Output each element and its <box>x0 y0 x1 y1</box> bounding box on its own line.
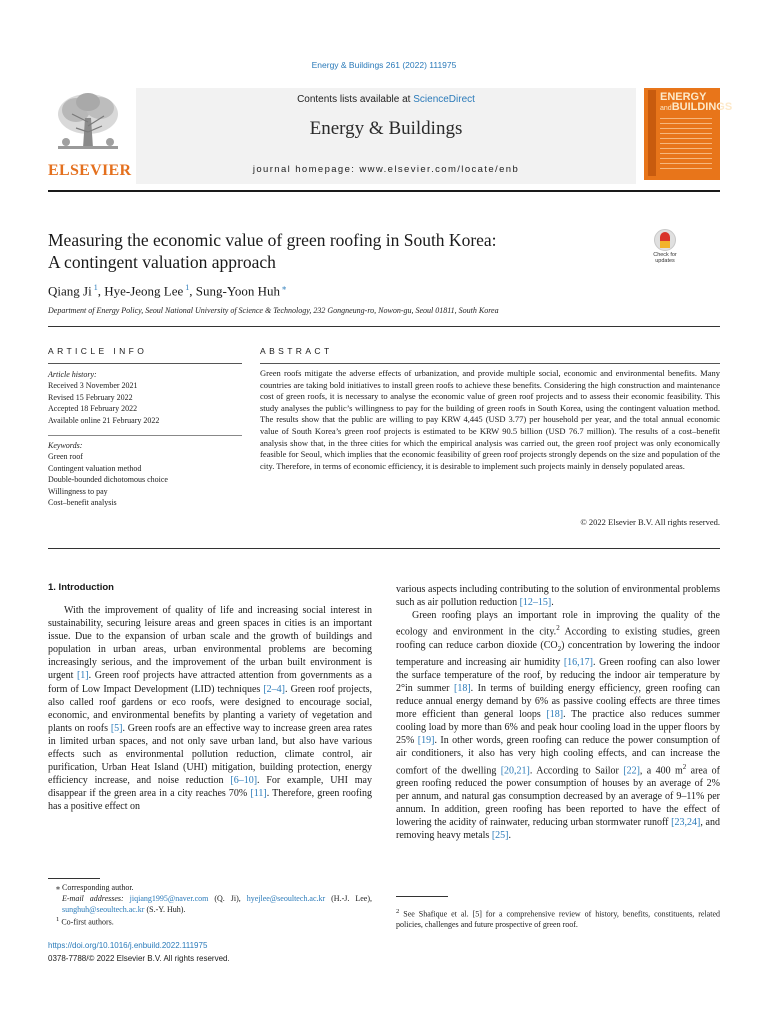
body-text: . According to Sailor <box>529 764 624 776</box>
header-rule <box>48 190 720 192</box>
crossmark-label <box>646 252 684 264</box>
divider <box>48 435 242 436</box>
author-separator: , <box>97 283 105 299</box>
crossmark-label-line2: updates <box>655 258 675 264</box>
body-left-column <box>48 604 372 814</box>
author-mark[interactable]: ⁎ <box>280 283 287 292</box>
body-text: ) concentration by lowering the indoor temperature and increasing air humidity <box>396 639 721 668</box>
email-owner: (H.-J. Lee), <box>325 893 372 903</box>
footnote-rule <box>48 878 100 879</box>
body-text: , and removing heavy metals <box>396 817 720 842</box>
history-item: Available online 21 February 2022 <box>48 415 160 425</box>
author-name[interactable]: Hye-Jeong Lee <box>104 283 184 299</box>
footnote-rule <box>396 896 448 897</box>
email-link[interactable]: hyejlee@seoultech.ac.kr <box>246 893 326 903</box>
journal-header <box>48 88 733 184</box>
body-paragraph <box>396 609 720 842</box>
author-mark[interactable]: 1 <box>91 283 98 292</box>
abstract-heading: ABSTRACT <box>260 346 333 356</box>
body-text: According to existing studies, green roofing can reduce carbon dioxide (CO <box>396 626 720 651</box>
elsevier-logo[interactable] <box>48 88 132 180</box>
body-text: Green roofing plays an important role in improving the quality of the ecology and environment in the city. <box>396 610 720 638</box>
journal-cover-image[interactable] <box>644 88 733 180</box>
body-right-column <box>396 583 720 842</box>
abstract-text: Green roofs mitigate the adverse effects of urbanization, and provide multiple social, economic and environmental benefits. Many countries are taking bold initiatives to install green roofs to achieve these benefits. Considering the high construction and maintenance cost of green roofs, it is necessary to analyse the economic value of green roof projects and to assess their economic feasibility. This study analyses the public’s willingness to pay for the building of green roofs in South Korea, using the contingent valuation method. The results show that the public are willing to pay KRW 4,445 (USD 3.77) per household per year, and the total annual economic value of South Korea’s green roof projects is estimated to be KRW 90.5 billion (USD 76.7 million). The results of a cost–benefit analysis show that, in the three cities for which the empirical analysis was carried out, the green roof project was only economically feasible for Seoul, which implies that the economic feasibility of green roof projects strongly depends on the size and population of the city. Therefore, in terms of economic efficiency, it is desirable to implement such projects mainly in densely populated areas. <box>260 368 720 471</box>
keywords <box>48 440 242 508</box>
issn-line: 0378-7788/© 2022 Elsevier B.V. All rights reserved. <box>48 954 230 963</box>
cover-title-line2 <box>660 102 732 114</box>
article-title-line1: Measuring the economic value of green roofing in South Korea: <box>48 230 497 250</box>
superscript: 2 <box>682 762 687 771</box>
corresponding-author-note: ⁎ Corresponding author. <box>56 883 134 892</box>
header-center-panel <box>136 88 636 184</box>
cover-band <box>648 90 656 176</box>
citation-link[interactable]: [11] <box>250 788 267 800</box>
body-text: . Green roofing can also lower the surface temperature of the roof, by reducing the indoor air temperature by 2°in summer <box>396 656 720 694</box>
email-link[interactable]: jiqiang1995@naver.com <box>129 893 209 903</box>
body-text: With the improvement of quality of life and increasing social interest in sustainability, securing leisure areas and green spaces in cities is an important issue. Due to the expansion of urban scale and the growth of buildings and population in urban areas, urban environmental problems are becoming increasingly serious, and the improvement of the urban built environment is urgent <box>48 605 372 682</box>
footnote-2-mark: 2 <box>396 908 400 915</box>
doi-link[interactable]: https://doi.org/10.1016/j.enbuild.2022.111975 <box>48 941 208 950</box>
keyword-item: Green roof <box>48 452 83 462</box>
contents-line <box>136 94 636 105</box>
history-item: Accepted 18 February 2022 <box>48 404 138 414</box>
journal-reference[interactable]: Energy & Buildings 261 (2022) 111975 <box>311 60 457 70</box>
citation-link[interactable]: [6–10] <box>230 775 258 787</box>
citation-link[interactable]: [19] <box>417 735 435 747</box>
citation-link[interactable]: [2–4] <box>263 683 286 695</box>
citation-link[interactable]: [23,24] <box>671 817 701 829</box>
body-text: . The practice also reduces summer cooling load by more than 6% and peak hour cooling load in the upper floors by 25% <box>396 709 720 747</box>
citation-link[interactable]: [5] <box>110 722 123 734</box>
crossmark-label-line1: Check for <box>653 252 677 258</box>
history-item: Received 3 November 2021 <box>48 381 138 391</box>
body-text: . Therefore, green roofing has a positive effect on <box>48 788 372 813</box>
article-title <box>48 229 608 273</box>
article-history <box>48 369 242 426</box>
keyword-item: Cost–benefit analysis <box>48 498 117 508</box>
citation-link[interactable]: [22] <box>623 764 640 776</box>
citation-link[interactable]: [16,17] <box>563 656 593 668</box>
keyword-item: Willingness to pay <box>48 486 108 496</box>
email-owner: (Q. Ji), <box>208 893 247 903</box>
divider <box>48 363 242 364</box>
section-heading: 1. Introduction <box>48 582 114 593</box>
divider <box>48 326 720 327</box>
history-label: Article history: <box>48 370 97 379</box>
subscript: 2 <box>557 644 562 653</box>
footnotes-left <box>48 883 372 929</box>
citation-link[interactable]: [1] <box>76 670 89 682</box>
citation-link[interactable]: [25] <box>491 830 509 842</box>
article-title-line2: A contingent valuation approach <box>48 252 276 272</box>
divider <box>48 548 720 549</box>
author-separator: , <box>189 283 196 299</box>
body-text: . In other words, green roofing can reduce the power consumption of air conditioners, it also has very high cooling effects, and can increase the comfort of the dwelling <box>396 735 720 776</box>
body-paragraph <box>48 604 372 814</box>
journal-homepage[interactable]: journal homepage: www.elsevier.com/locate/enb <box>252 164 520 175</box>
citation-link[interactable]: [18] <box>546 709 564 721</box>
citation-link[interactable]: [18] <box>453 682 471 694</box>
history-list <box>48 380 242 426</box>
body-text: various aspects including contributing to the solution of environmental problems such as air pollution reduction <box>396 584 720 609</box>
author-list <box>48 283 286 299</box>
body-text: . <box>551 597 554 609</box>
keyword-item: Double-bounded dichotomous choice <box>48 475 168 485</box>
email-link[interactable]: sunghuh@seoultech.ac.kr <box>62 904 145 914</box>
elsevier-tree-icon <box>48 88 128 160</box>
citation-link[interactable]: [12–15] <box>519 597 552 609</box>
affiliation: Department of Energy Policy, Seoul National University of Science & Technology, 232 Gongneung-ro, Nowon-gu, Seoul 01811, South Korea <box>48 306 499 315</box>
body-paragraph-continuation <box>396 583 720 609</box>
cover-text-lines <box>660 118 712 173</box>
keywords-label: Keywords: <box>48 441 83 450</box>
email-owner: (S.-Y. Huh). <box>144 904 186 914</box>
citation-link[interactable]: [20,21] <box>500 764 530 776</box>
cover-title-line1: ENERGY <box>660 91 707 103</box>
footnote-2 <box>396 907 720 931</box>
history-item: Revised 15 February 2022 <box>48 392 133 402</box>
sciencedirect-link[interactable]: ScienceDirect <box>413 94 475 105</box>
email-label: E-mail addresses: <box>62 893 130 903</box>
divider <box>260 363 720 364</box>
cover-title-buildings: BUILDINGS <box>671 101 733 113</box>
footnote-2-text: See Shafique et al. [5] for a comprehensive review of history, benefits, constituents, related policies, challenges and future prospective of green roof. <box>396 909 720 930</box>
email-addresses <box>48 894 372 916</box>
keyword-list <box>48 451 242 508</box>
abstract-copyright: © 2022 Elsevier B.V. All rights reserved. <box>580 517 720 527</box>
article-info-heading: ARTICLE INFO <box>48 346 148 356</box>
author-mark[interactable]: 1 <box>183 283 190 292</box>
journal-title: Energy & Buildings <box>309 118 463 139</box>
author-name[interactable]: Qiang Ji <box>48 283 92 299</box>
co-first-mark: 1 <box>56 916 60 924</box>
check-for-updates-button[interactable] <box>646 229 684 269</box>
co-first-note <box>48 915 372 928</box>
body-text: . Green roof projects, also called roof gardens or eco roofs, were designed to encourage social, economic, and environmental benefits by planting a variety of vegetation and plants on roofs <box>48 683 372 734</box>
body-text: . For example, UHI may disappear if the green area in a city reaches 70% <box>48 775 372 800</box>
body-text: . <box>508 830 511 842</box>
body-text: . Green roofs are an effective way to increase green area rates in limited urban spaces, and not only save urban land, but also have various effects such as environmental pollution reduction, climate control, air purification, Urban Heat Island (UHI) mitigation, building protection, energy efficiency increase, and noise reduction <box>48 722 372 787</box>
crossmark-icon <box>654 229 676 251</box>
body-text: . Green roof projects have attracted attention from governments as a form of Low Impact Development (LID) techniques <box>48 670 372 695</box>
cover-title-and: and <box>660 105 672 112</box>
co-first-text: Co-first authors. <box>59 918 114 928</box>
superscript: 2 <box>556 624 560 633</box>
body-text: area of green roofing reduced the power consumption of houses by an average of 2% per annum, and natural gas consumption decreased by an average of 9–11% per annum. In addition, green roofing has been reported to have the effect of lowering the acidity of rainwater, reducing urban stormwater runoff <box>396 764 720 829</box>
cover-title <box>660 92 732 114</box>
keyword-item: Contingent valuation method <box>48 463 142 473</box>
body-text: . In terms of building energy efficiency, green roofing can reduce annual energy demand by 6% as passive cooling effects are three times more efficient than general loops <box>396 682 720 721</box>
author-name[interactable]: Sung-Yoon Huh <box>195 283 281 299</box>
contents-prefix: Contents lists available at <box>297 94 414 105</box>
body-text: , a 400 m <box>639 764 683 776</box>
elsevier-wordmark: ELSEVIER <box>48 162 132 179</box>
